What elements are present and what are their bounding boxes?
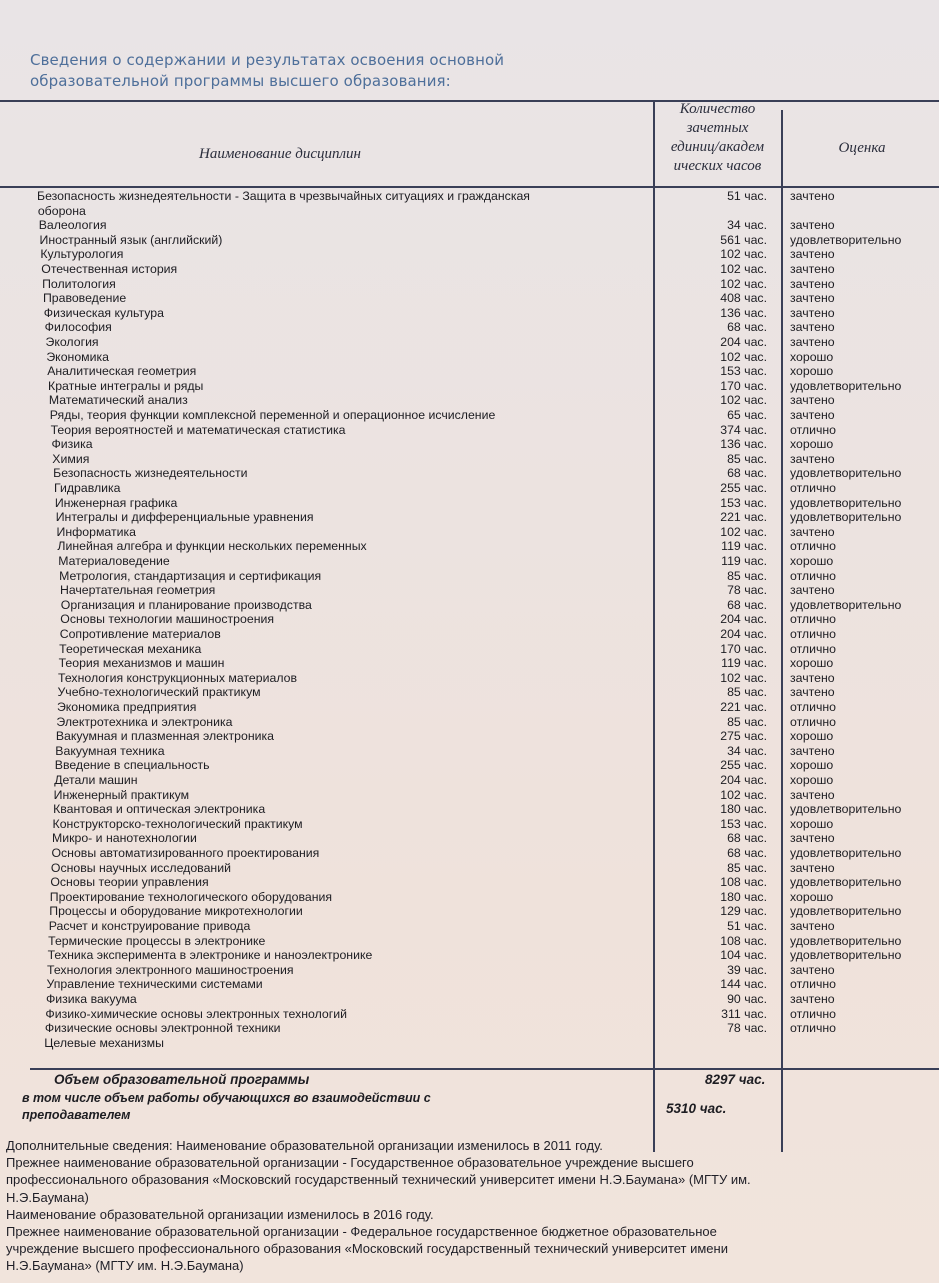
discipline-grade: хорошо bbox=[790, 816, 834, 831]
discipline-hours: 170 час. bbox=[720, 641, 767, 656]
table-row bbox=[0, 525, 939, 540]
discipline-hours: 102 час. bbox=[720, 670, 767, 685]
discipline-hours: 78 час. bbox=[727, 1021, 767, 1036]
discipline-grade: отлично bbox=[790, 700, 837, 714]
discipline-grade: хорошо bbox=[790, 349, 834, 364]
discipline-name: Основы автоматизированного проектирования bbox=[51, 846, 320, 860]
discipline-name: Химия bbox=[52, 451, 90, 466]
discipline-grade: зачтено bbox=[790, 247, 835, 262]
table-row bbox=[0, 569, 939, 584]
table-row bbox=[0, 277, 939, 292]
discipline-hours: 68 час. bbox=[727, 466, 767, 481]
hours-header-line: ических часов bbox=[673, 158, 762, 174]
discipline-name: Детали машин bbox=[54, 773, 138, 787]
discipline-hours: 204 час. bbox=[720, 627, 767, 641]
discipline-grade: зачтено bbox=[790, 451, 835, 466]
table-row bbox=[0, 554, 939, 569]
table-row bbox=[0, 744, 939, 759]
discipline-grade: зачтено bbox=[790, 335, 835, 349]
hours-header-line: зачетных bbox=[686, 120, 749, 136]
discipline-hours: 119 час. bbox=[721, 554, 767, 568]
discipline-name: Физика bbox=[51, 437, 93, 452]
discipline-grade: зачтено bbox=[790, 919, 835, 933]
discipline-hours: 85 час. bbox=[727, 714, 767, 729]
discipline-grade: зачтено bbox=[790, 291, 835, 306]
table-row bbox=[0, 233, 939, 248]
discipline-name: Целевые механизмы bbox=[44, 1035, 164, 1050]
discipline-hours: 255 час. bbox=[720, 758, 767, 773]
table-row bbox=[0, 481, 939, 496]
table-row bbox=[0, 890, 939, 905]
table-row bbox=[0, 496, 939, 511]
column-header-discipline: Наименование дисциплин bbox=[199, 146, 361, 162]
discipline-grade: удовлетворительно bbox=[790, 466, 902, 481]
discipline-name: Техника эксперимента в электронике и наноэлектронике bbox=[47, 948, 373, 963]
table-row bbox=[0, 948, 939, 963]
discipline-name: Кратные интегралы и ряды bbox=[48, 378, 204, 393]
discipline-grade: хорошо bbox=[790, 364, 834, 379]
discipline-grade: зачтено bbox=[790, 831, 835, 846]
heading-line-1: Сведения о содержании и результатах освоения основной bbox=[30, 51, 505, 69]
discipline-name: Безопасность жизнедеятельности - Защита в чрезвычайных ситуациях и гражданская bbox=[37, 189, 530, 203]
table-row bbox=[0, 773, 939, 788]
discipline-hours: 275 час. bbox=[720, 729, 767, 744]
table-row bbox=[0, 510, 939, 525]
discipline-name: Экономика bbox=[46, 349, 109, 364]
discipline-grade: удовлетворительно bbox=[790, 802, 902, 817]
discipline-name: оборона bbox=[37, 203, 86, 218]
table-row bbox=[0, 817, 939, 832]
discipline-name: Правоведение bbox=[42, 291, 127, 306]
table-row bbox=[0, 423, 939, 438]
discipline-grade: зачтено bbox=[790, 743, 835, 758]
discipline-name: Математический анализ bbox=[48, 393, 188, 408]
total-label: Объем образовательной программы bbox=[54, 1072, 310, 1087]
table-row bbox=[0, 875, 939, 890]
note-line: Наименование образовательной организации изменилось в 2016 году. bbox=[6, 1206, 434, 1222]
discipline-name: Материаловедение bbox=[58, 554, 170, 568]
discipline-grade: отлично bbox=[790, 539, 837, 554]
discipline-grade: удовлетворительно bbox=[790, 495, 902, 510]
discipline-name: Сопротивление материалов bbox=[59, 627, 221, 641]
discipline-grade: удовлетворительно bbox=[790, 948, 902, 963]
table-row bbox=[0, 612, 939, 627]
contact-hours-label bbox=[22, 1090, 431, 1124]
discipline-hours: 180 час. bbox=[720, 889, 767, 904]
discipline-grade: хорошо bbox=[790, 758, 834, 773]
table-row bbox=[0, 218, 939, 233]
discipline-name: Линейная алгебра и функции нескольких переменных bbox=[57, 539, 367, 554]
discipline-grade: зачтено bbox=[790, 583, 835, 598]
table-row bbox=[0, 452, 939, 467]
table-row bbox=[0, 656, 939, 671]
discipline-grade: зачтено bbox=[790, 276, 835, 291]
discipline-grade: зачтено bbox=[790, 860, 835, 875]
discipline-hours: 85 час. bbox=[727, 451, 767, 466]
discipline-hours: 221 час. bbox=[720, 700, 767, 714]
discipline-name: Инженерный практикум bbox=[53, 787, 190, 802]
table-row bbox=[0, 364, 939, 379]
discipline-hours: 102 час. bbox=[720, 262, 767, 276]
discipline-name: Микро- и нанотехнологии bbox=[52, 831, 197, 846]
table-row bbox=[0, 379, 939, 394]
table-row bbox=[0, 583, 939, 598]
discipline-grade: отлично bbox=[790, 1021, 837, 1036]
hours-header-line: единиц/академ bbox=[670, 139, 765, 155]
discipline-name: Физико-химические основы электронных технологий bbox=[45, 1006, 347, 1021]
note-line: учреждение высшего профессионального образования «Московский государственный технический университет имени bbox=[6, 1241, 728, 1257]
discipline-name: Теория вероятностей и математическая статистика bbox=[50, 422, 346, 437]
table-row bbox=[0, 919, 939, 934]
discipline-hours: 34 час. bbox=[727, 218, 767, 233]
table-row bbox=[0, 247, 939, 262]
discipline-hours: 102 час. bbox=[720, 393, 767, 408]
discipline-hours: 170 час. bbox=[720, 378, 767, 393]
discipline-grade: зачтено bbox=[790, 189, 835, 203]
discipline-name: Квантовая и оптическая электроника bbox=[53, 802, 266, 817]
discipline-grade: отлично bbox=[790, 641, 837, 656]
totals-top-rule bbox=[30, 1068, 939, 1070]
discipline-name: Электротехника и электроника bbox=[56, 714, 233, 729]
table-row bbox=[0, 627, 939, 642]
discipline-hours: 104 час. bbox=[720, 948, 767, 963]
discipline-name: Безопасность жизнедеятельности bbox=[53, 466, 248, 481]
table-row bbox=[0, 408, 939, 423]
discipline-hours: 255 час. bbox=[720, 481, 767, 495]
note-line: профессионального образования «Московский государственный технический университет имени Н.Э.Баумана» (МГТУ им. bbox=[6, 1172, 751, 1188]
discipline-grade: отлично bbox=[790, 1006, 837, 1021]
discipline-grade: хорошо bbox=[790, 773, 834, 787]
discipline-hours: 153 час. bbox=[720, 816, 767, 831]
discipline-hours: 78 час. bbox=[727, 583, 767, 598]
discipline-name: Основы научных исследований bbox=[50, 860, 231, 875]
table-row bbox=[0, 788, 939, 803]
discipline-hours: 180 час. bbox=[720, 802, 767, 817]
discipline-name: Управление техническими системами bbox=[46, 977, 263, 992]
discipline-name: Валеология bbox=[38, 218, 107, 233]
discipline-name: Метрология, стандартизация и сертификация bbox=[59, 568, 322, 583]
note-line: Дополнительные сведения: Наименование образовательной организации изменилось в 2011 году. bbox=[6, 1138, 603, 1153]
discipline-name: Начертательная геометрия bbox=[59, 583, 216, 598]
table-row bbox=[0, 715, 939, 730]
discipline-grade: зачтено bbox=[790, 320, 835, 335]
discipline-name: Политология bbox=[42, 276, 116, 291]
discipline-name: Основы теории управления bbox=[50, 875, 209, 890]
discipline-grade: удовлетворительно bbox=[790, 875, 902, 890]
discipline-hours: 102 час. bbox=[720, 349, 767, 364]
table-row bbox=[0, 992, 939, 1007]
discipline-hours: 204 час. bbox=[720, 773, 767, 787]
table-row bbox=[0, 598, 939, 613]
table-row bbox=[0, 904, 939, 919]
discipline-name: Конструкторско-технологический практикум bbox=[52, 816, 303, 831]
discipline-grade: отлично bbox=[790, 422, 837, 437]
discipline-name: Теория механизмов и машин bbox=[58, 656, 225, 671]
discipline-grade: удовлетворительно bbox=[790, 597, 902, 612]
discipline-grade: зачтено bbox=[790, 524, 835, 539]
discipline-name: Гидравлика bbox=[54, 481, 121, 495]
total-value: 8297 час. bbox=[705, 1072, 766, 1087]
discipline-name: Вакуумная техника bbox=[55, 743, 165, 758]
discipline-hours: 108 час. bbox=[720, 875, 767, 890]
discipline-name: Информатика bbox=[56, 524, 136, 539]
table-row bbox=[0, 262, 939, 277]
table-row bbox=[0, 335, 939, 350]
discipline-hours: 65 час. bbox=[727, 408, 767, 422]
discipline-hours: 136 час. bbox=[720, 305, 767, 320]
table-row bbox=[0, 758, 939, 773]
discipline-grade: отлично bbox=[790, 568, 837, 583]
discipline-name: Процессы и оборудование микротехнологии bbox=[49, 904, 303, 919]
discipline-name: Организация и планирование производства bbox=[60, 597, 312, 612]
table-row bbox=[0, 1007, 939, 1022]
discipline-grade: удовлетворительно bbox=[790, 378, 902, 393]
discipline-name: Вакуумная и плазменная электроника bbox=[55, 729, 274, 744]
table-row bbox=[0, 934, 939, 949]
discipline-hours: 561 час. bbox=[720, 232, 767, 247]
discipline-grade: зачтено bbox=[790, 408, 835, 422]
discipline-grade: зачтено bbox=[790, 787, 835, 802]
discipline-hours: 153 час. bbox=[720, 495, 767, 510]
discipline-hours: 108 час. bbox=[720, 933, 767, 948]
discipline-grade: зачтено bbox=[790, 305, 835, 320]
note-line: Прежнее наименование образовательной организации - Федеральное государственное бюджетное образовательное bbox=[6, 1224, 717, 1240]
hours-header-line: Количество bbox=[679, 101, 756, 117]
discipline-grade: зачтено bbox=[790, 962, 835, 977]
discipline-hours: 102 час. bbox=[720, 247, 767, 262]
table-row bbox=[0, 466, 939, 481]
discipline-name: Экономика предприятия bbox=[56, 700, 197, 714]
table-row bbox=[0, 1021, 939, 1036]
discipline-name: Основы технологии машиностроения bbox=[60, 612, 275, 627]
discipline-name: Расчет и конструирование привода bbox=[48, 919, 251, 933]
discipline-grade: хорошо bbox=[790, 729, 834, 744]
note-line: Прежнее наименование образовательной организации - Государственное образовательное учреждение высшего bbox=[6, 1155, 694, 1171]
discipline-grade: удовлетворительно bbox=[790, 933, 902, 948]
table-row bbox=[0, 729, 939, 744]
header-bottom-rule bbox=[0, 186, 939, 188]
table-row bbox=[0, 350, 939, 365]
discipline-name: Теоретическая механика bbox=[59, 641, 202, 656]
table-row bbox=[0, 306, 939, 321]
discipline-grade: зачтено bbox=[790, 393, 835, 408]
table-top-rule bbox=[0, 100, 939, 102]
table-row bbox=[0, 437, 939, 452]
discipline-name: Иностранный язык (английский) bbox=[39, 232, 223, 247]
discipline-grade: отлично bbox=[790, 627, 837, 641]
discipline-hours: 153 час. bbox=[720, 364, 767, 379]
discipline-hours: 85 час. bbox=[727, 860, 767, 875]
discipline-grade: зачтено bbox=[790, 262, 835, 276]
table-row bbox=[0, 831, 939, 846]
table-row bbox=[0, 1036, 939, 1051]
contact-label-line-1: в том числе объем работы обучающихся во взаимодействии с bbox=[22, 1091, 431, 1105]
discipline-hours: 68 час. bbox=[727, 320, 767, 335]
discipline-grade: хорошо bbox=[790, 889, 834, 904]
note-line: Н.Э.Баумана» (МГТУ им. Н.Э.Баумана) bbox=[6, 1258, 244, 1274]
discipline-name: Проектирование технологического оборудования bbox=[49, 889, 333, 904]
discipline-name: Интегралы и дифференциальные уравнения bbox=[55, 510, 314, 525]
discipline-hours: 119 час. bbox=[721, 656, 767, 671]
discipline-hours: 374 час. bbox=[720, 422, 767, 437]
document-heading bbox=[30, 50, 510, 92]
discipline-grade: зачтено bbox=[790, 992, 835, 1006]
table-row bbox=[0, 539, 939, 554]
discipline-hours: 90 час. bbox=[727, 992, 767, 1006]
discipline-hours: 102 час. bbox=[720, 276, 767, 291]
discipline-hours: 68 час. bbox=[727, 846, 767, 860]
discipline-grade: отлично bbox=[790, 977, 837, 992]
discipline-grade: отлично bbox=[790, 481, 837, 495]
note-line: Н.Э.Баумана) bbox=[6, 1189, 89, 1205]
discipline-hours: 51 час. bbox=[727, 919, 767, 933]
discipline-hours: 102 час. bbox=[720, 524, 767, 539]
discipline-name: Ряды, теория функции комплексной переменной и операционное исчисление bbox=[49, 408, 496, 422]
discipline-hours: 119 час. bbox=[721, 539, 767, 554]
contact-hours-value: 5310 час. bbox=[666, 1101, 727, 1116]
discipline-name: Инженерная графика bbox=[54, 495, 178, 510]
discipline-grade: удовлетворительно bbox=[790, 846, 902, 860]
discipline-grade: удовлетворительно bbox=[790, 904, 902, 919]
contact-label-line-2: преподавателем bbox=[22, 1108, 131, 1122]
column-header-grade: Оценка bbox=[838, 140, 886, 156]
discipline-grade: удовлетворительно bbox=[790, 510, 902, 525]
additional-notes bbox=[6, 1137, 886, 1275]
table-row bbox=[0, 963, 939, 978]
table-row bbox=[0, 802, 939, 817]
table-row bbox=[0, 189, 939, 204]
discipline-grade: отлично bbox=[790, 612, 837, 627]
discipline-hours: 51 час. bbox=[727, 189, 767, 203]
discipline-hours: 68 час. bbox=[727, 597, 767, 612]
heading-line-2: образовательной программы высшего образования: bbox=[30, 72, 451, 90]
discipline-hours: 129 час. bbox=[720, 904, 767, 919]
discipline-grade: хорошо bbox=[790, 554, 834, 568]
discipline-grade: зачтено bbox=[790, 685, 835, 700]
discipline-name: Отечественная история bbox=[41, 262, 178, 276]
table-row bbox=[0, 977, 939, 992]
discipline-hours: 311 час. bbox=[721, 1006, 767, 1021]
discipline-grade: удовлетворительно bbox=[790, 232, 902, 247]
discipline-name: Технология конструкционных материалов bbox=[58, 670, 298, 685]
discipline-hours: 204 час. bbox=[720, 612, 767, 627]
table-row bbox=[0, 320, 939, 335]
discipline-hours: 221 час. bbox=[720, 510, 767, 525]
discipline-name: Аналитическая геометрия bbox=[47, 364, 197, 379]
discipline-grade: зачтено bbox=[790, 670, 835, 685]
discipline-hours: 136 час. bbox=[720, 437, 767, 452]
table-row bbox=[0, 861, 939, 876]
table-row bbox=[0, 642, 939, 657]
discipline-hours: 85 час. bbox=[727, 568, 767, 583]
discipline-name: Введение в специальность bbox=[54, 758, 210, 773]
discipline-hours: 102 час. bbox=[720, 787, 767, 802]
column-header-hours bbox=[655, 100, 780, 176]
discipline-hours: 85 час. bbox=[727, 685, 767, 700]
table-row bbox=[0, 204, 939, 219]
discipline-grade: отлично bbox=[790, 714, 837, 729]
discipline-name: Физические основы электронной техники bbox=[44, 1021, 281, 1036]
table-row bbox=[0, 700, 939, 715]
discipline-name: Физическая культура bbox=[43, 305, 164, 320]
discipline-hours: 34 час. bbox=[727, 743, 767, 758]
table-row bbox=[0, 291, 939, 306]
table-row bbox=[0, 393, 939, 408]
table-row bbox=[0, 671, 939, 686]
discipline-grade: хорошо bbox=[790, 656, 834, 671]
discipline-grade: хорошо bbox=[790, 437, 834, 452]
table-row bbox=[0, 846, 939, 861]
discipline-name: Учебно-технологический практикум bbox=[57, 685, 261, 700]
table-row bbox=[0, 685, 939, 700]
discipline-name: Культурология bbox=[40, 247, 124, 262]
discipline-grade: зачтено bbox=[790, 218, 835, 233]
discipline-hours: 408 час. bbox=[720, 291, 767, 306]
discipline-hours: 68 час. bbox=[727, 831, 767, 846]
discipline-name: Термические процессы в электронике bbox=[48, 933, 266, 948]
discipline-hours: 144 час. bbox=[720, 977, 767, 992]
discipline-hours: 204 час. bbox=[720, 335, 767, 349]
discipline-hours: 39 час. bbox=[727, 962, 767, 977]
discipline-name: Технология электронного машиностроения bbox=[47, 962, 294, 977]
discipline-name: Философия bbox=[44, 320, 112, 335]
discipline-name: Физика вакуума bbox=[45, 992, 137, 1006]
discipline-name: Экология bbox=[45, 335, 99, 349]
